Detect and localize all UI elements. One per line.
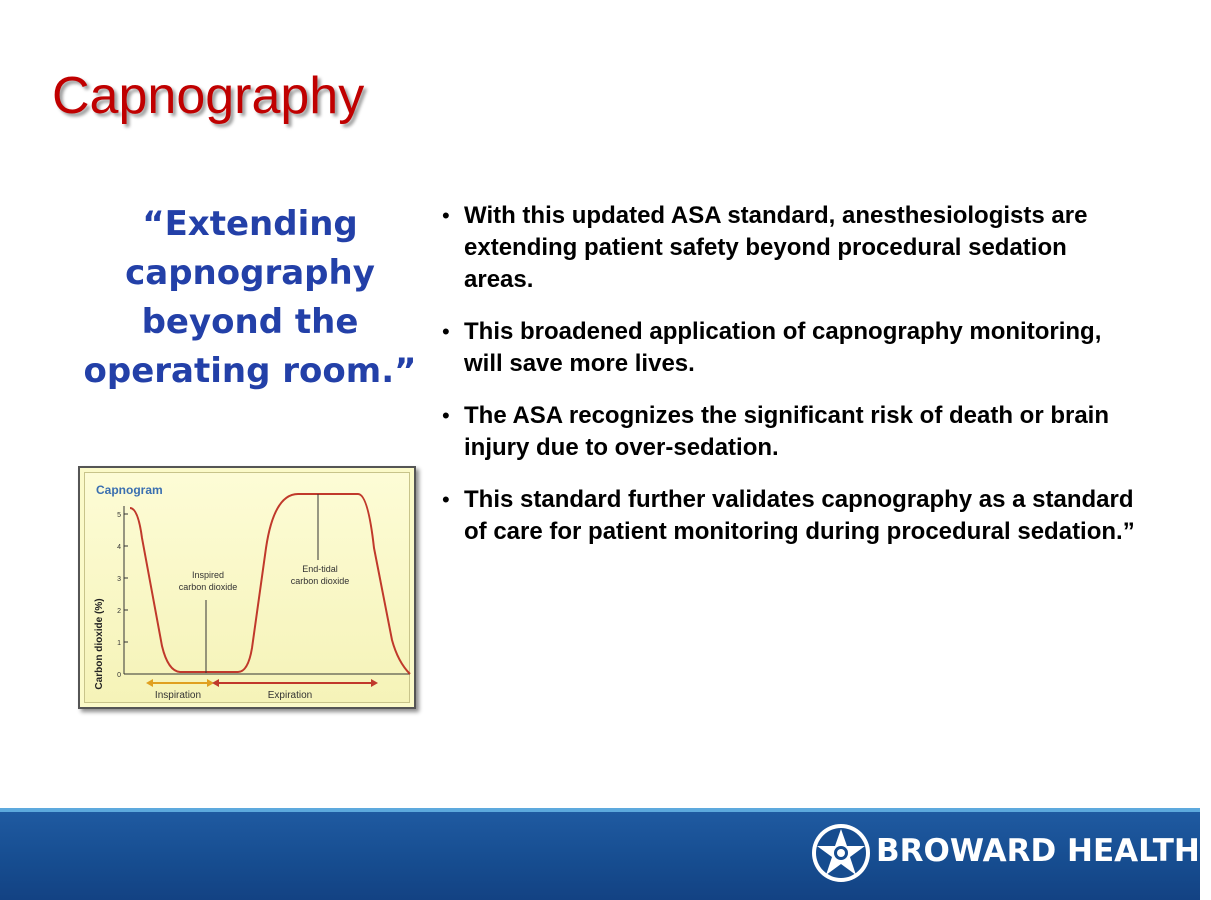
bullet-text: With this updated ASA standard, anesthesiologists are extending patient safety beyond procedural sedation areas. [464,202,1088,293]
brand-name [876,833,1211,869]
bullet-marker: • [442,203,450,228]
slide-title: Capnography [52,67,365,125]
inspiration-label: Inspiration [154,690,202,701]
capnogram-title: Capnogram [96,483,163,497]
y-axis-label: Carbon dioxide (%) [94,598,105,690]
y-tick-label: 4 [117,544,121,551]
capnogram-illustration [80,468,414,707]
bullet-text: This standard further validates capnography as a standard of care for patient monitoring during procedural sedation.” [464,486,1135,545]
bullet-marker: • [442,487,450,512]
y-tick-label: 5 [117,512,121,519]
bullet-marker: • [442,403,450,428]
y-ticks [117,512,128,679]
bullet-marker: • [442,319,450,344]
bullet-list [440,200,1140,568]
expiration-label: Expiration [267,690,313,701]
inspired-label-line2: carbon dioxide [178,582,238,592]
y-tick-label: 2 [117,608,121,615]
expiration-arrow [212,679,378,687]
broward-health-logo [810,822,1211,886]
inspiration-arrow [146,679,214,687]
capnogram-figure [78,466,416,709]
y-tick-label: 1 [117,640,121,647]
brand-wordmark: BROWARD HEALTH [876,833,1200,869]
y-tick-label: 3 [117,576,121,583]
star-logo-icon [810,822,872,884]
bullet-item [440,400,1140,464]
bullet-item [440,316,1140,380]
bullet-item [440,200,1140,296]
pull-quote: “Extending capnography beyond the operating room.” [83,204,417,391]
bullet-text: This broadened application of capnography monitoring, will save more lives. [464,318,1102,377]
y-tick-label: 0 [117,672,121,679]
registered-mark: ® [1201,842,1211,853]
bullet-item [440,484,1140,548]
inspired-label-line1: Inspired [191,570,225,580]
capnogram-waveform [130,494,410,674]
endtidal-label-line2: carbon dioxide [290,576,350,586]
bullet-text: The ASA recognizes the significant risk of death or brain injury due to over-sedation. [464,402,1109,461]
endtidal-label-line1: End-tidal [302,564,338,574]
